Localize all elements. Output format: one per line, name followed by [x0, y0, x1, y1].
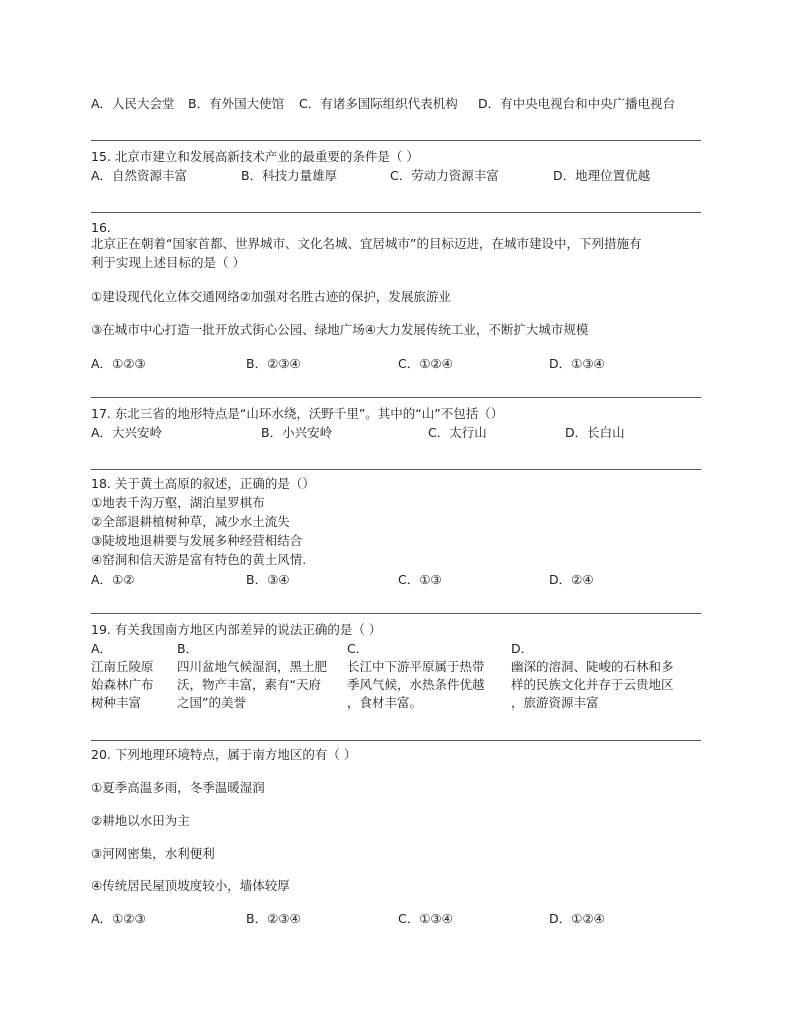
q19-option-d[interactable] [511, 640, 701, 712]
q19-option-c[interactable] [347, 640, 507, 712]
q14-option-c[interactable]: C．有诸多国际组织代表机构 [299, 96, 458, 111]
q15-option-a[interactable]: A．自然资源丰富 [91, 168, 188, 183]
q16-stem-line1: 北京正在朝着“国家首都、世界城市、文化名城、宜居城市”的目标迈进，在城市建设中，下列措施有 [91, 236, 642, 251]
q19-option-d-text: ，旅游资源丰富 [511, 695, 599, 710]
q20-item-3: ③河网密集，水利便利 [91, 846, 215, 861]
q20-item-4: ④传统居民屋顶坡度较小，墙体较厚 [91, 878, 290, 893]
q17-stem: 17. 东北三省的地形特点是“山环水绕，沃野千里”。其中的“山”不包括（） [91, 406, 504, 421]
q19-option-c-text: 季风气候，水热条件优越 [347, 677, 485, 692]
q15-stem: 15. 北京市建立和发展高新技术产业的最重要的条件是（ ） [91, 149, 419, 164]
q19-option-a-text: 始森林广布 [91, 677, 154, 692]
q18-option-a[interactable]: A．①② [91, 572, 135, 587]
q19-option-b-label: B． [177, 641, 199, 656]
q16-option-c[interactable]: C．①②④ [398, 356, 453, 371]
question-divider [91, 140, 701, 141]
q16-option-d[interactable]: D．①③④ [549, 356, 605, 371]
q20-item-1: ①夏季高温多雨，冬季温暖湿润 [91, 780, 265, 795]
q19-option-b-text: 沃，物产丰富，素有“天府 [177, 677, 321, 692]
question-divider [91, 397, 701, 398]
q19-option-a-label: A． [91, 641, 113, 656]
q18-option-b[interactable]: B．③④ [246, 572, 290, 587]
q14-option-d[interactable]: D．有中央电视台和中央广播电视台 [478, 96, 676, 111]
q20-stem: 20. 下列地理环境特点，属于南方地区的有（ ） [91, 747, 357, 762]
q18-stem: 18. 关于黄土高原的叙述，正确的是（） [91, 476, 315, 491]
q16-option-b[interactable]: B．②③④ [246, 356, 301, 371]
q20-option-c[interactable]: C．①③④ [398, 911, 453, 926]
q15-option-c[interactable]: C．劳动力资源丰富 [390, 168, 499, 183]
q19-option-c-text: ，食材丰富。 [347, 695, 423, 710]
q19-option-b[interactable] [177, 640, 347, 712]
q19-option-d-label: D． [511, 641, 534, 656]
q17-option-d[interactable]: D．长白山 [565, 425, 625, 440]
q15-option-b[interactable]: B．科技力量雄厚 [241, 168, 338, 183]
q18-item-3: ③陡坡地退耕要与发展多种经营相结合 [91, 533, 303, 548]
q19-option-b-text: 之国”的美誉 [177, 695, 246, 710]
q16-stem-line2: 利于实现上述目标的是（ ） [91, 255, 245, 270]
q19-option-a[interactable] [91, 640, 171, 712]
q16-option-a[interactable]: A．①②③ [91, 356, 146, 371]
q19-option-d-text: 幽深的溶洞、陡峻的石林和多 [511, 659, 674, 674]
q19-option-b-text: 四川盆地气候湿润，黑土肥 [177, 659, 328, 674]
q17-option-c[interactable]: C．太行山 [428, 425, 487, 440]
q16-item-2: ③在城市中心打造一批开放式街心公园、绿地广场④大力发展传统工业，不断扩大城市规模 [91, 322, 589, 337]
q20-option-d[interactable]: D．①②④ [549, 911, 605, 926]
q17-option-a[interactable]: A．大兴安岭 [91, 425, 163, 440]
q20-option-a[interactable]: A．①②③ [91, 911, 146, 926]
question-divider [91, 613, 701, 614]
question-divider [91, 740, 701, 741]
q14-option-a[interactable]: A．人民大会堂 [91, 96, 175, 111]
q18-option-c[interactable]: C．①③ [398, 572, 442, 587]
q20-option-b[interactable]: B．②③④ [246, 911, 301, 926]
q18-option-d[interactable]: D．②④ [549, 572, 594, 587]
q18-item-1: ①地表千沟万壑，湖泊星罗棋布 [91, 495, 265, 510]
question-divider [91, 212, 701, 213]
q16-number: 16. [91, 220, 111, 235]
q14-option-b[interactable]: B．有外国大使馆 [188, 96, 285, 111]
q18-item-2: ②全部退耕植树种草，减少水土流失 [91, 514, 290, 529]
q19-option-c-label: C． [347, 641, 369, 656]
q19-option-d-text: 样的民族文化并存于云贵地区 [511, 677, 674, 692]
q19-option-a-text: 树种丰富 [91, 695, 142, 710]
q16-item-1: ①建设现代化立体交通网络②加强对名胜古迹的保护，发展旅游业 [91, 289, 451, 304]
q19-stem: 19. 有关我国南方地区内部差异的说法正确的是（ ） [91, 622, 382, 637]
q15-option-d[interactable]: D．地理位置优越 [553, 168, 651, 183]
q19-option-c-text: 长江中下游平原属于热带 [347, 659, 485, 674]
q19-option-a-text: 江南丘陵原 [91, 659, 154, 674]
q18-item-4: ④窑洞和信天游是富有特色的黄土风情. [91, 552, 307, 567]
q20-item-2: ②耕地以水田为主 [91, 813, 190, 828]
q17-option-b[interactable]: B．小兴安岭 [261, 425, 333, 440]
question-divider [91, 469, 701, 470]
